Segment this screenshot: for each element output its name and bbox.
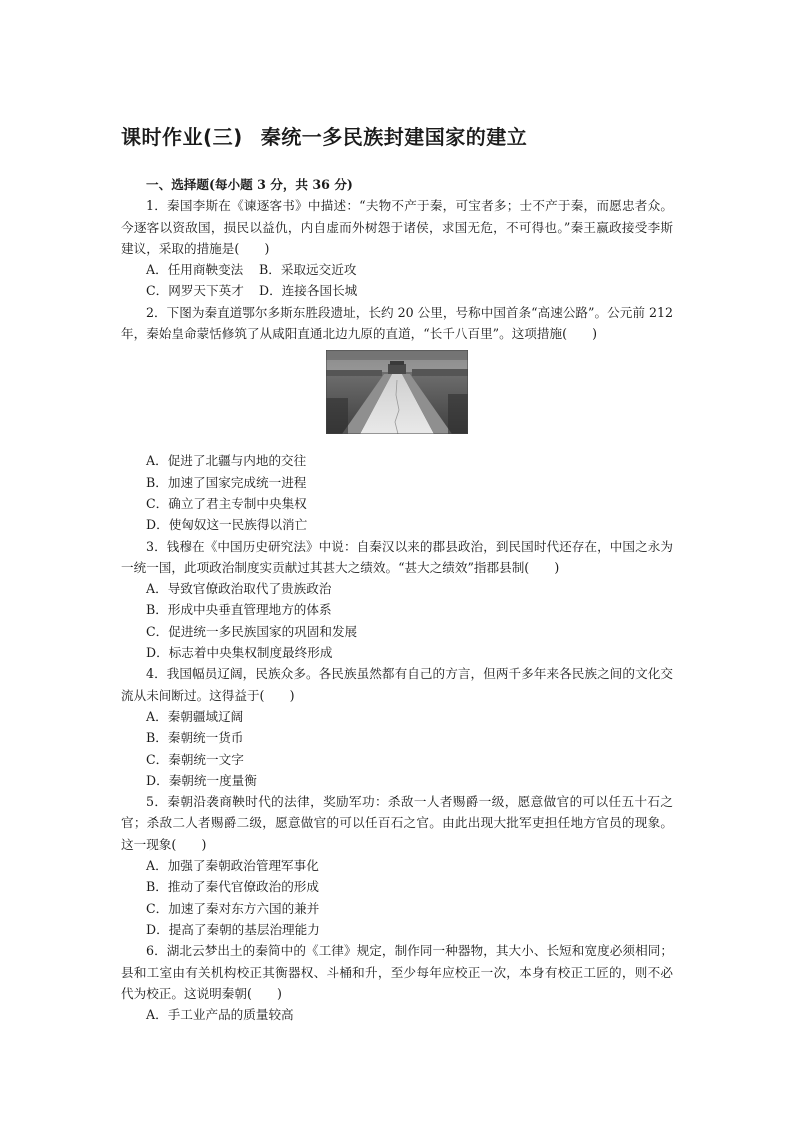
q3-option-c: C．促进统一多民族国家的巩固和发展	[146, 623, 358, 639]
q5-option-d: D．提高了秦朝的基层治理能力	[146, 921, 320, 937]
page-title	[121, 121, 527, 150]
q1-option-a: A．任用商鞅变法	[146, 262, 244, 278]
question-2-stem: 2．下图为秦直道鄂尔多斯东胜段遗址，长约 20 公里，号称中国首条“高速公路”。公元前 212 年，秦始皇命蒙恬修筑了从咸阳直通北边九原的直道，“长千八百里”。这项措施( )	[121, 304, 673, 342]
section-heading: 一、选择题(每小题 3 分，共 36 分)	[146, 177, 353, 192]
q1-option-d: D．连接各国长城	[259, 283, 358, 299]
q3-option-d: D．标志着中央集权制度最终形成	[146, 645, 333, 661]
title-left: 课时作业(三)	[121, 125, 243, 149]
q5-option-b: B．推动了秦代官僚政治的形成	[146, 879, 319, 895]
q3-option-b: B．形成中央垂直管理地方的体系	[146, 602, 332, 618]
q5-option-c: C．加速了秦对东方六国的兼并	[146, 900, 320, 916]
q4-option-c: C．秦朝统一文字	[146, 751, 244, 767]
question-5-stem: 5．秦朝沿袭商鞅时代的法律，奖励军功：杀敌一人者赐爵一级，愿意做官的可以任五十石之官；杀敌二人者赐爵二级，愿意做官的可以任百石之官。由此出现大批军吏担任地方官员的现象。这一现象( )	[121, 794, 673, 852]
question-3-stem: 3．钱穆在《中国历史研究法》中说：自秦汉以来的郡县政治，到民国时代还存在，中国之永为一统一国，此项政治制度实贡献过其甚大之绩效。“甚大之绩效”指郡县制( )	[121, 538, 673, 575]
question-6-stem: 6．湖北云梦出土的秦简中的《工律》规定，制作同一种器物，其大小、长短和宽度必须相同；县和工室由有关机构校正其衡器权、斗桶和升，至少每年应校正一次，本身有校正工匠的，则不必代为校正。这说明秦朝( )	[121, 943, 673, 1001]
qin-straight-road-photo	[326, 350, 468, 434]
q4-option-d: D．秦朝统一度量衡	[146, 772, 257, 788]
q5-option-a: A．加强了秦朝政治管理军事化	[146, 858, 319, 874]
question-1-options-row-1	[121, 259, 673, 280]
q2-option-c: C．确立了君主专制中央集权	[146, 495, 307, 511]
content	[121, 174, 673, 1025]
q2-option-b: B．加速了国家完成统一进程	[146, 474, 307, 490]
q4-option-a: A．秦朝疆域辽阔	[146, 708, 244, 724]
q2-option-a: A．促进了北疆与内地的交往	[146, 453, 307, 469]
question-4-stem: 4．我国幅员辽阔，民族众多。各民族虽然都有自己的方言，但两千多年来各民族之间的文化交流从未间断过。这得益于( )	[121, 666, 673, 703]
question-1-options-row-2	[121, 280, 673, 301]
q4-option-b: B．秦朝统一货币	[146, 730, 244, 746]
q6-option-a: A．手工业产品的质量较高	[146, 1007, 294, 1023]
question-1-stem: 1．秦国李斯在《谏逐客书》中描述：“夫物不产于秦，可宝者多；士不产于秦，而愿忠者众。今逐客以资敌国，损民以益仇，内自虚而外树怨于诸侯，求国无危，不可得也。”秦王嬴政接受李斯建议，采取的措施是( )	[121, 198, 673, 256]
q1-option-b: B．采取远交近攻	[259, 262, 357, 278]
q1-option-c: C．网罗天下英才	[146, 283, 244, 299]
q3-option-a: A．导致官僚政治取代了贵族政治	[146, 581, 332, 597]
q2-option-d: D．使匈奴这一民族得以消亡	[146, 517, 308, 533]
title-right: 秦统一多民族封建国家的建立	[260, 125, 528, 149]
